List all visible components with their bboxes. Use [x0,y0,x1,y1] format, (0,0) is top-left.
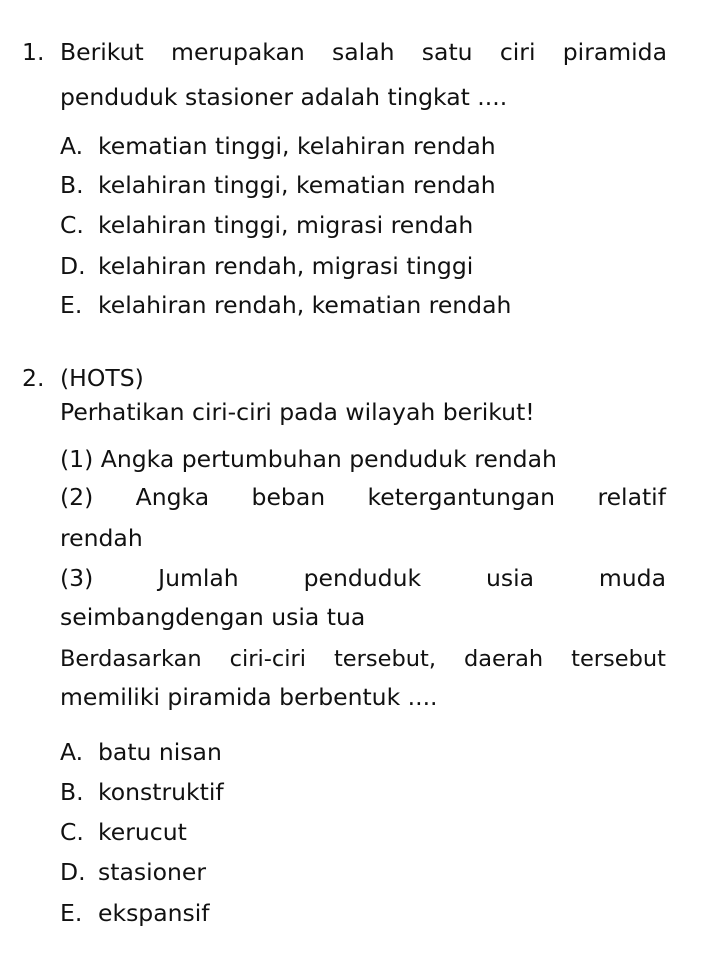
option-text: ekspansif [98,899,210,927]
option-text: kelahiran tinggi, kematian rendah [98,171,496,199]
option-d[interactable] [60,857,206,887]
option-letter: C. [60,818,84,846]
option-text: konstruktif [98,778,224,806]
question-number: 1. [22,38,45,66]
question-text-line: Berdasarkan ciri-ciri tersebut, daerah tersebut [60,646,666,672]
question-number: 2. [22,364,45,392]
option-letter: D. [60,858,86,886]
option-letter: A. [60,132,84,160]
option-text: kelahiran rendah, kematian rendah [98,291,512,319]
option-letter: C. [60,211,84,239]
option-letter: A. [60,738,84,766]
option-b[interactable] [60,170,496,200]
question-text-line: (3) Jumlah penduduk usia muda [60,564,666,592]
question-text-line: Berikut merupakan salah satu ciri piramida [60,38,667,66]
option-text: stasioner [98,858,207,886]
option-c[interactable] [60,817,187,847]
question-text-line: rendah [60,524,143,552]
option-text: kematian tinggi, kelahiran rendah [98,132,496,160]
question-text-line: (1) Angka pertumbuhan penduduk rendah [60,445,557,473]
option-e[interactable] [60,290,511,320]
option-text: kerucut [98,818,187,846]
option-letter: B. [60,171,84,199]
question-text-line: Perhatikan ciri-ciri pada wilayah berikut! [60,398,535,426]
question-text-line: (HOTS) [60,364,144,392]
question-text-line: memiliki piramida berbentuk .... [60,683,438,711]
question-text-line: penduduk stasioner adalah tingkat .... [60,83,508,111]
option-letter: D. [60,252,86,280]
option-letter: E. [60,291,83,319]
option-c[interactable] [60,210,473,240]
option-text: batu nisan [98,738,222,766]
option-e[interactable] [60,898,210,928]
question-text-line: seimbangdengan usia tua [60,603,366,631]
option-letter: E. [60,899,83,927]
question-text-line: (2) Angka beban ketergantungan relatif [60,483,666,511]
option-d[interactable] [60,251,473,281]
option-text: kelahiran tinggi, migrasi rendah [98,211,474,239]
option-letter: B. [60,778,84,806]
option-b[interactable] [60,777,224,807]
option-text: kelahiran rendah, migrasi tinggi [98,252,474,280]
option-a[interactable] [60,131,496,161]
option-a[interactable] [60,737,222,767]
